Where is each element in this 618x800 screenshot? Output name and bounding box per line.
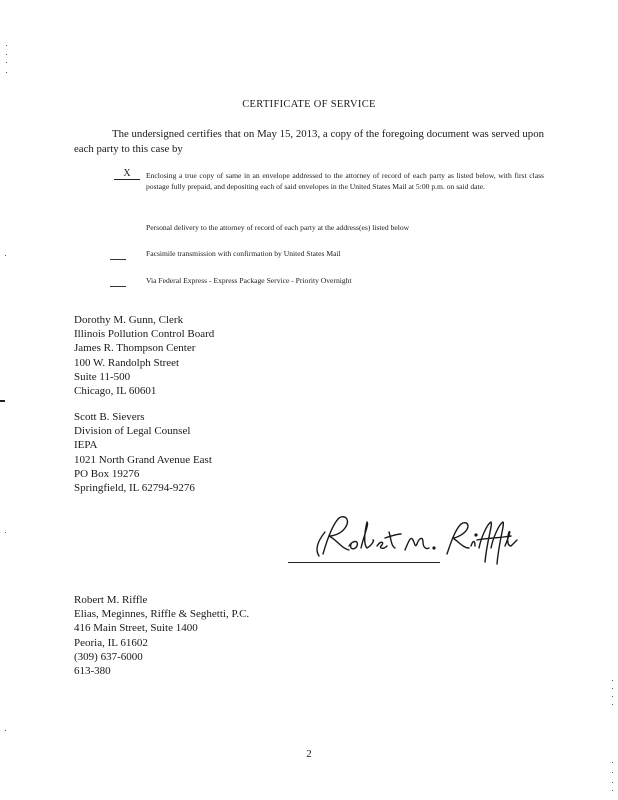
- scan-artifact: [612, 790, 613, 791]
- address-line: 100 W. Randolph Street: [74, 356, 180, 369]
- scan-artifact: [612, 704, 613, 705]
- scan-artifact: [612, 762, 613, 763]
- address-line: Illinois Pollution Control Board: [74, 328, 215, 341]
- scan-artifact: [612, 688, 613, 689]
- sender-line: Robert M. Riffle: [74, 594, 148, 606]
- scan-artifact: [0, 400, 5, 402]
- sender-line: Peoria, IL 61602: [74, 636, 148, 649]
- option-1-text: Enclosing a true copy of same in an envelope addressed to the attorney of record of each party as listed below, with first class postage fully prepaid, and depositing each of said envelopes in the United States Mail at 5:00 p.m. on said date.: [146, 171, 544, 191]
- sender-line: Elias, Meginnes, Riffle & Seghetti, P.C.: [74, 608, 250, 621]
- page-number: 2: [306, 748, 312, 760]
- address-line: Division of Legal Counsel: [74, 425, 191, 438]
- sender-line: (309) 637-6000: [74, 650, 143, 663]
- handwritten-signature: [305, 510, 525, 570]
- address-line: Dorothy M. Gunn, Clerk: [74, 314, 184, 326]
- address-line: Suite 11-500: [74, 370, 131, 383]
- scan-artifact: [612, 782, 613, 783]
- recipient-iepa-address: [74, 410, 212, 495]
- scan-artifact: [5, 255, 6, 256]
- option-4-text: Via Federal Express - Express Package Service - Priority Overnight: [146, 276, 352, 285]
- option-3-text: Facsimile transmission with confirmation by United States Mail: [146, 249, 341, 258]
- address-line: IEPA: [74, 439, 98, 452]
- option-3-blank: [110, 258, 126, 260]
- scan-artifact: [612, 696, 613, 697]
- address-line: 1021 North Grand Avenue East: [74, 453, 212, 466]
- address-line: Scott B. Sievers: [74, 411, 145, 423]
- scan-artifact: [5, 730, 6, 731]
- address-line: PO Box 19276: [74, 467, 140, 480]
- address-line: James R. Thompson Center: [74, 342, 196, 355]
- option-2-text: Personal delivery to the attorney of record of each party at the address(es) listed below: [146, 223, 410, 232]
- scan-artifact: [6, 72, 7, 73]
- recipient-clerk-address: [74, 313, 214, 398]
- certificate-intro: The undersigned certifies that on May 15, 2013, a copy of the foregoing document was served upon each party to this case by: [74, 128, 544, 155]
- scan-artifact: [612, 772, 613, 773]
- scan-artifact: [6, 45, 7, 46]
- certificate-title: CERTIFICATE OF SERVICE: [242, 99, 376, 110]
- scan-artifact: [612, 680, 613, 681]
- option-4-blank: [110, 285, 126, 287]
- signature-line: [288, 562, 440, 563]
- sender-line: 416 Main Street, Suite 1400: [74, 622, 198, 635]
- scan-artifact: [5, 532, 6, 533]
- sender-line: 613-380: [74, 665, 111, 678]
- option-1-mark: X: [114, 168, 140, 180]
- sender-address: [74, 593, 249, 678]
- address-line: Chicago, IL 60601: [74, 385, 157, 398]
- address-line: Springfield, IL 62794-9276: [74, 482, 195, 495]
- scan-artifact: [6, 62, 7, 63]
- scan-artifact: [6, 54, 7, 55]
